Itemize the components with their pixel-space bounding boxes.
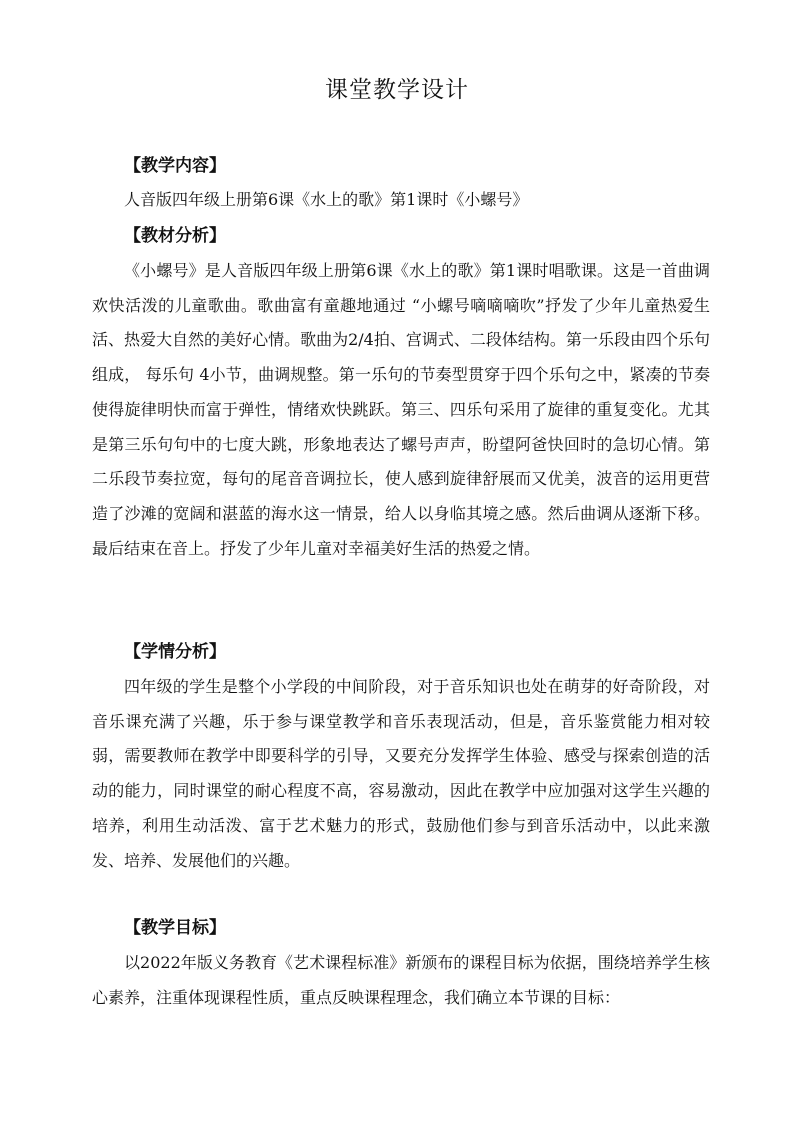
heading-teaching-goals: 【教学目标】 <box>124 918 226 938</box>
heading-teaching-content: 【教学内容】 <box>124 156 226 176</box>
page-title: 课堂教学设计 <box>325 77 469 103</box>
teaching-content-text: 人音版四年级上册第6课《水上的歌》第1课时《小螺号》 <box>124 190 529 209</box>
teaching-goals-paragraph: 以2022年版义务教育《艺术课程标准》新颁布的课程目标为依据，围绕培养学生核心素养，注重体现课程性质，重点反映课程理念，我们确立本节课的目标： <box>92 953 710 1007</box>
heading-material-analysis: 【教材分析】 <box>124 226 226 246</box>
heading-student-analysis: 【学情分析】 <box>124 642 226 662</box>
material-analysis-paragraph: 《小螺号》是人音版四年级上册第6课《水上的歌》第1课时唱歌课。这是一首曲调欢快活泼的儿童歌曲。歌曲富有童趣地通过 “小螺号嘀嘀嘀吹”抒发了少年儿童热爱生活、热爱大自然的美好心情。歌曲为2/4拍、宫调式、二段体结构。第一乐段由四个乐句组成， 每乐句 4小节，曲调规整。第一乐句的节奏型贯穿于四个乐句之中，紧凑的节奏使得旋律明快而富于弹性，情绪欢快跳跃。第三、四乐句采用了旋律的重复变化。尤其是第三乐句句中的七度大跳，形象地表达了螺号声声，盼望阿爸快回时的急切心情。第二乐段节奏拉宽，每句的尾音音调拉长，使人感到旋律舒展而又优美，波音的运用更营造了沙滩的宽阔和湛蓝的海水这一情景，给人以身临其境之感。然后曲调从逐渐下移。最后结束在音上。抒发了少年儿童对幸福美好生活的热爱之情。 <box>92 261 710 558</box>
student-analysis-paragraph: 四年级的学生是整个小学段的中间阶段，对于音乐知识也处在萌芽的好奇阶段，对音乐课充满了兴趣，乐于参与课堂教学和音乐表现活动，但是，音乐鉴赏能力相对较弱，需要教师在教学中即要科学的引导，又要充分发挥学生体验、感受与探索创造的活动的能力，同时课堂的耐心程度不高，容易激动，因此在教学中应加强对这学生兴趣的培养，利用生动活泼、富于艺术魅力的形式，鼓励他们参与到音乐活动中，以此来激发、培养、发展他们的兴趣。 <box>92 677 710 870</box>
